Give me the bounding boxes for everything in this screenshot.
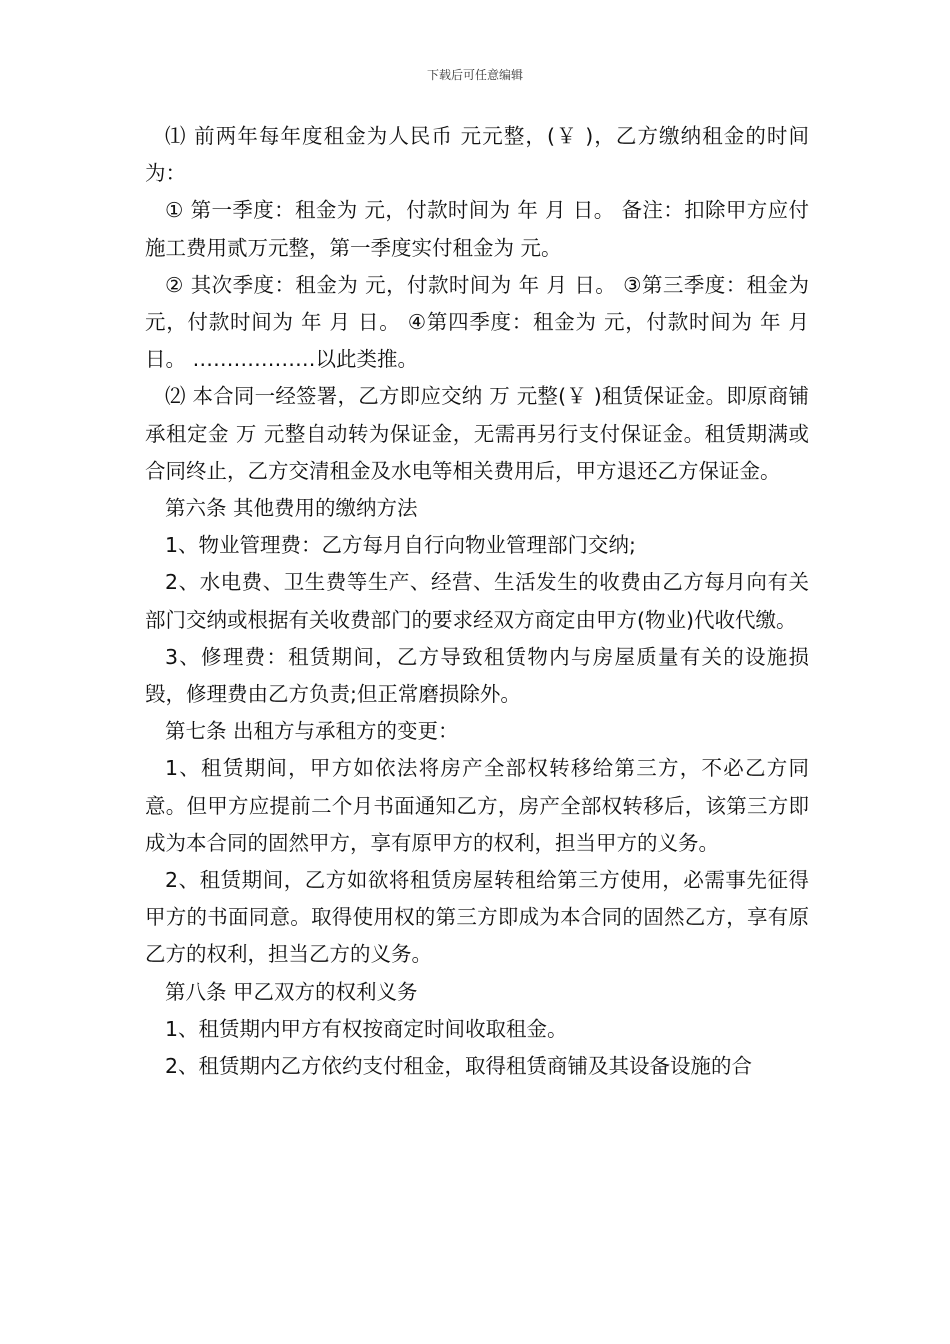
- paragraph-lessor-right: 1、租赁期内甲方有权按商定时间收取租金。: [165, 1016, 568, 1041]
- paragraph-rent-amount: ⑴ 前两年每年度租金为人民币 元元整，(￥ )，乙方缴纳租金的时间为：: [145, 124, 809, 186]
- page-header: 下载后可任意编辑: [426, 68, 523, 82]
- paragraph-sublease: 2、租赁期间，乙方如欲将租赁房屋转租给第三方使用，必需事先征得甲方的书面同意。取得使用权的第三方即成为本合同的固然乙方，享有原乙方的权利，担当乙方的义务。: [145, 868, 809, 967]
- article-6-heading: 第六条 其他费用的缴纳方法: [165, 496, 418, 521]
- document-body: [145, 118, 809, 1085]
- paragraph-other-quarters: ② 其次季度：租金为 元，付款时间为 年 月 日。 ③第三季度：租金为 元，付款时间为 年 月 日。 ④第四季度：租金为 元，付款时间为 年 月 日。 ………………以此类推。: [145, 272, 809, 372]
- article-7-heading: 第七条 出租方与承租方的变更：: [165, 719, 459, 744]
- paragraph-lessor-change: 1、租赁期间，甲方如依法将房产全部权转移给第三方，不必乙方同意。但甲方应提前二个月书面通知乙方，房产全部权转移后，该第三方即成为本合同的固然甲方，享有原甲方的权利，担当甲方的义务。: [145, 756, 809, 855]
- paragraph-lessee-right: 2、租赁期内乙方依约支付租金，取得租赁商铺及其设备设施的合: [165, 1054, 753, 1079]
- paragraph-first-quarter: ① 第一季度：租金为 元，付款时间为 年 月 日。 备注：扣除甲方应付施工费用贰万元整，第一季度实付租金为 元。: [145, 198, 809, 260]
- paragraph-property-fee: 1、物业管理费：乙方每月自行向物业管理部门交纳;: [165, 533, 636, 558]
- paragraph-repair-fee: 3、修理费：租赁期间，乙方导致租赁物内与房屋质量有关的设施损毁，修理费由乙方负责;但正常磨损除外。: [145, 644, 809, 707]
- article-8-heading: 第八条 甲乙双方的权利义务: [165, 979, 418, 1004]
- paragraph-utility-fee: 2、水电费、卫生费等生产、经营、生活发生的收费由乙方每月向有关部门交纳或根据有关收费部门的要求经双方商定由甲方(物业)代收代缴。: [145, 570, 809, 632]
- paragraph-deposit: ⑵ 本合同一经签署，乙方即应交纳 万 元整(￥ )租赁保证金。即原商铺承租定金 万 元整自动转为保证金，无需再另行支付保证金。租赁期满或合同终止，乙方交清租金及水电等相关费用后，甲方退还乙方保证金。: [145, 384, 809, 483]
